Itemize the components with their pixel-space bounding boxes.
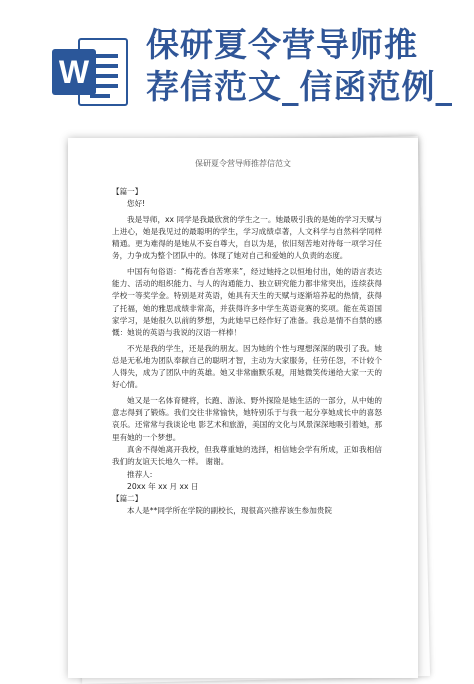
greeting: 您好! [127, 199, 146, 209]
document-page [68, 138, 418, 678]
letter-date: 20xx 年 xx 月 xx 日 [127, 481, 199, 491]
paragraph-3: 不光是我的学生，还是我的朋友。因为她的个性与理想深深的吸引了我。她总是无私地为团队奉献自己的聪明才智，主动为大家服务，任劳任怨，不计较个人得失，成为了团队中的英雄。她又非常幽默乐观，用她微笑传递给大家一天的好心情。 [112, 343, 382, 390]
paragraph-4: 她又是一名体育健将，长跑、游泳、野外探险是她生活的一部分，从中她的意志得到了锻炼。我们交往非常愉快，她特别乐于与我一起分享她成长中的喜怒哀乐。还常常与我谈论电 影艺术和旅游，美国的文化与风景深深地吸引着她，那里有她的一个梦想。 [112, 395, 382, 442]
paragraph-6: 本人是**同学所在学院的副校长，现很高兴推荐该生参加贵院 [127, 506, 333, 516]
paragraph-2: 中国有句俗语：“梅花香自苦寒来”，经过她持之以恒地付出，她的语言表达能力、活动的组织能力、与人的沟通能力、独立研究能力都非常突出，连续获得学校一等奖学金。特别是对英语，她具有天生的天赋与逐渐培养起的热情，获得了托福，她的雅思成绩非常高，并获得许多中学生英语竞赛的奖项。能在英语国家学习，是她很久以前的梦想，为此她早已经作好了准备。我总是情不自禁的感慨：她说的英语与我说的汉语一样棒！ [112, 266, 382, 338]
document-preview [0, 118, 474, 669]
section-heading-2: 【篇二】 [112, 494, 143, 504]
word-letter-badge: W [52, 49, 96, 95]
document-body [112, 186, 382, 518]
document-title: 保研夏令营导师推荐信范文 [195, 159, 291, 168]
section-heading-1: 【篇一】 [112, 187, 143, 196]
word-document-icon [52, 38, 128, 106]
title-line-2: 荐信范文_信函范例_ [146, 67, 453, 106]
page-title [146, 24, 466, 108]
paragraph-5: 真舍不得她离开我校，但我尊重她的选择，相信她会学有所成，正如我相信我们的友谊天长地久一样。 谢谢。 [112, 444, 382, 467]
title-line-1: 保研夏令营导师推 [146, 25, 418, 64]
page-header [0, 0, 474, 118]
recommender-label: 推荐人: [127, 469, 153, 479]
paragraph-1: 我是导师，xx 同学是我最欣赏的学生之一。她最吸引我的是她的学习天赋与上进心，她是我见过的最聪明的学生，学习成绩卓著，人文科学与自然科学同样精通。更为难得的是她从不妄自尊大，自以为是，依旧刻苦地对待每一项学习任务，力争成为整个团队中的。体现了她对自己和爱她的人负责的态度。 [112, 214, 382, 261]
